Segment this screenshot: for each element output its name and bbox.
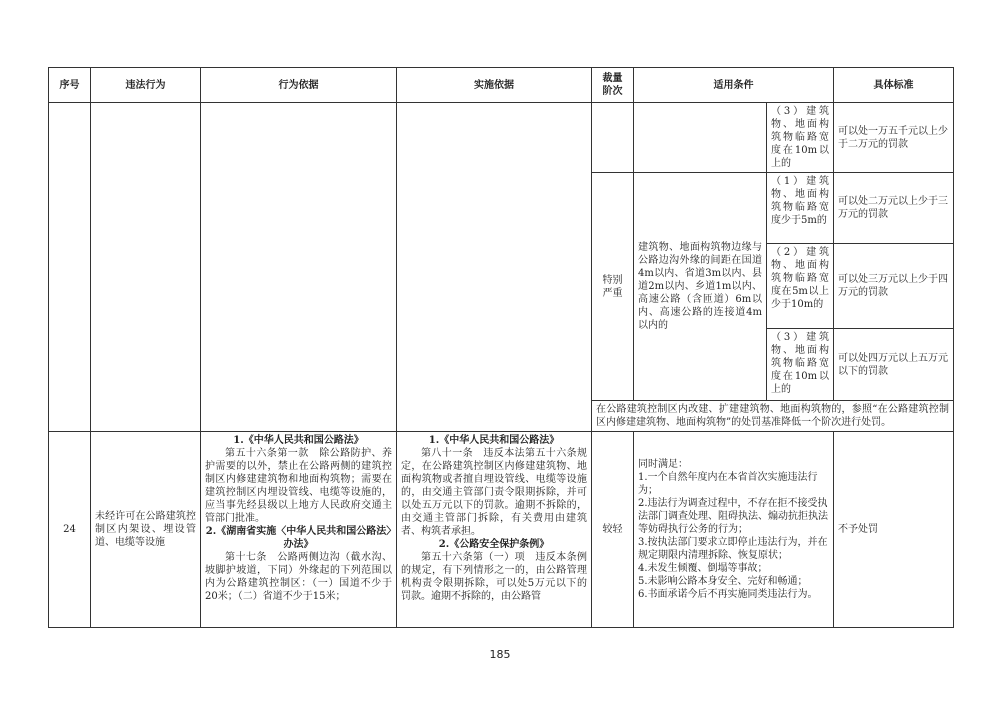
impl-law-title-1: 1.《中华人民共和国公路法》 bbox=[428, 435, 560, 446]
penalty-standard-table bbox=[48, 67, 954, 628]
impl-law-title-2: 2.《公路安全保护条例》 bbox=[438, 539, 550, 550]
serious-sub3-std: 可以处一万五千元以上少于二万元的罚款 bbox=[834, 103, 954, 173]
serious-sub3-cond: （3）建筑物、地面构筑物临路宽度在10m以上的 bbox=[767, 103, 834, 173]
header-specific-standard: 具体标准 bbox=[834, 68, 954, 103]
header-violation: 违法行为 bbox=[91, 68, 201, 103]
row24-implementation-basis bbox=[397, 432, 592, 628]
header-discretion-level: 裁量阶次 bbox=[592, 68, 634, 103]
row24-violation: 未经许可在公路建筑控制区内架设、埋设管道、电缆等设施 bbox=[91, 432, 201, 628]
header-behavior-basis: 行为依据 bbox=[201, 68, 397, 103]
page-number: 185 bbox=[489, 648, 511, 661]
row24-conditions bbox=[634, 432, 834, 628]
conditions-lead: 同时满足： bbox=[638, 459, 688, 470]
condition-item: 5.未影响公路本身安全、完好和畅通； bbox=[638, 576, 808, 587]
extra-main-cond: 建筑物、地面构筑物边缘与公路边沟外缘的间距在国道4m以内、省道3m以内、县道2m以内、乡道1m以内、高速公路（含匝道）6m以内、高速公路的连接道4m以内的 bbox=[634, 173, 767, 401]
basis-law-text-2: 第十七条 公路两侧边沟（截水沟、坡脚护坡道，下同）外缘起的下列范围以内为公路建筑控制区：（一）国道不少于20米；（二）省道不少于15米； bbox=[205, 552, 392, 602]
extra-serious-level: 特别严重 bbox=[592, 173, 634, 401]
header-implementation-basis: 实施依据 bbox=[397, 68, 592, 103]
basis-law-text-1: 第五十六条第一款 除公路防护、养护需要的以外，禁止在公路两侧的建筑控制区内修建建筑物和地面构筑物；需要在建筑控制区内埋设管线、电缆等设施的，应当事先经县级以上地方人民政府交通主管部门批准。 bbox=[205, 448, 392, 524]
condition-item: 6.书面承诺今后不再实施同类违法行为。 bbox=[638, 589, 818, 600]
extra-sub3-cond: （3）建筑物、地面构筑物临路宽度在10m以上的 bbox=[767, 329, 834, 401]
extra-sub1-cond: （1）建筑物、地面构筑物临路宽度少于5m的 bbox=[767, 173, 834, 244]
row24-no: 24 bbox=[49, 432, 91, 628]
table-row bbox=[49, 103, 954, 173]
cont-basis-cell bbox=[201, 103, 397, 432]
row24-level: 较轻 bbox=[592, 432, 634, 628]
modification-note: 在公路建筑控制区内改建、扩建建筑物、地面构筑物的，参照“在公路建筑控制区内修建建筑物、地面构筑物”的处罚基准降低一个阶次进行处罚。 bbox=[592, 401, 954, 432]
cont-level-cell bbox=[592, 103, 634, 173]
cont-no-cell bbox=[49, 103, 91, 432]
extra-sub2-cond: （2）建筑物、地面构筑物临路宽度在5m以上少于10m的 bbox=[767, 244, 834, 329]
basis-law-title-2: 2.《湖南省实施〈中华人民共和国公路法〉办法》 bbox=[205, 526, 392, 550]
impl-law-text-1: 第八十一条 违反本法第五十六条规定，在公路建筑控制区内修建建筑物、地面构筑物或者擅自埋设管线、电缆等设施的，由交通主管部门责令限期拆除，并可以处五万元以下的罚款。逾期不拆除的，由交通主管部门拆除，有关费用由建筑者、构筑者承担。 bbox=[401, 448, 587, 537]
header-no: 序号 bbox=[49, 68, 91, 103]
table-header-row bbox=[49, 68, 954, 103]
extra-sub2-std: 可以处三万元以上少于四万元的罚款 bbox=[834, 244, 954, 329]
condition-item: 2.违法行为调查过程中，不存在拒不接受执法部门调查处理、阻碍执法、煽动抗拒执法等妨碍执行公务的行为； bbox=[638, 498, 828, 535]
condition-item: 3.按执法部门要求立即停止违法行为，并在规定期限内清理拆除、恢复原状； bbox=[638, 537, 828, 561]
condition-item: 4.未发生倾覆、倒塌等事故； bbox=[638, 563, 768, 574]
cont-violation-cell bbox=[91, 103, 201, 432]
table-row bbox=[49, 432, 954, 628]
row24-standard: 不予处罚 bbox=[834, 432, 954, 628]
extra-sub1-std: 可以处二万元以上少于三万元的罚款 bbox=[834, 173, 954, 244]
extra-sub3-std: 可以处四万元以上五万元以下的罚款 bbox=[834, 329, 954, 401]
impl-law-text-2: 第五十六条第（一）项 违反本条例的规定，有下列情形之一的，由公路管理机构责令限期拆除，可以处5万元以下的罚款。逾期不拆除的，由公路管 bbox=[401, 552, 587, 602]
header-applicable-conditions: 适用条件 bbox=[634, 68, 834, 103]
cont-impl-cell bbox=[397, 103, 592, 432]
cont-main-cond-cell bbox=[634, 103, 767, 173]
basis-law-title-1: 1.《中华人民共和国公路法》 bbox=[233, 435, 364, 446]
condition-item: 1.一个自然年度内在本省首次实施违法行为； bbox=[638, 472, 818, 496]
row24-behavior-basis bbox=[201, 432, 397, 628]
